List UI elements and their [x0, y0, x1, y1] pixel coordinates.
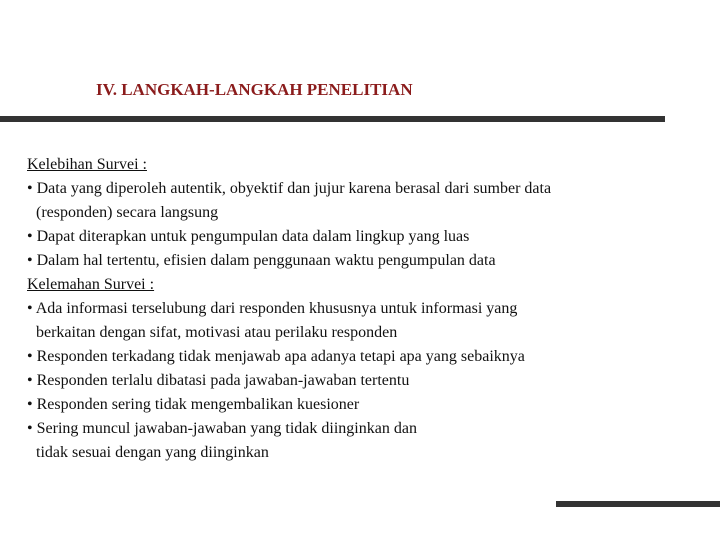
bullet-text: Responden sering tidak mengembalikan kuesioner [36, 396, 360, 413]
bullet-text: Sering muncul jawaban-jawaban yang tidak diinginkan dan tidak sesuai dengan yang diinginkan [36, 420, 417, 461]
bullet-item [27, 249, 697, 273]
slide-content [27, 153, 697, 465]
title-underline-rule [0, 116, 665, 122]
bullet-text: Responden terkadang tidak menjawab apa adanya tetapi apa yang sebaiknya [36, 348, 525, 365]
bullet-text: Dalam hal tertentu, efisien dalam penggunaan waktu pengumpulan data [36, 252, 496, 269]
bullet-item [27, 369, 697, 393]
bullet-text: Responden terlalu dibatasi pada jawaban-jawaban tertentu [36, 372, 410, 389]
bullet-item [27, 393, 697, 417]
bullet-text: Data yang diperoleh autentik, obyektif dan jujur karena berasal dari sumber data (responden) secara langsung [36, 180, 552, 221]
slide-title: IV. LANGKAH-LANGKAH PENELITIAN [96, 80, 413, 99]
bullet-marker: • [27, 228, 37, 245]
bullet-marker: • [27, 300, 36, 317]
bullet-item [27, 417, 697, 465]
bullet-marker: • [27, 420, 37, 437]
footer-accent-rule [556, 501, 720, 507]
bullet-marker: • [27, 348, 37, 365]
section-heading-kelebihan: Kelebihan Survei : [27, 156, 147, 173]
bullet-item [27, 297, 697, 345]
bullet-item [27, 177, 697, 225]
bullet-text: Dapat diterapkan untuk pengumpulan data dalam lingkup yang luas [36, 228, 470, 245]
section-heading-kelemahan: Kelemahan Survei : [27, 276, 155, 293]
bullet-marker: • [27, 252, 37, 269]
bullet-text: Ada informasi terselubung dari responden khususnya untuk informasi yang berkaitan dengan sifat, motivasi atau perilaku responden [35, 300, 518, 341]
bullet-item [27, 225, 697, 249]
bullet-marker: • [27, 372, 37, 389]
bullet-marker: • [27, 180, 37, 197]
bullet-item [27, 345, 697, 369]
bullet-marker: • [27, 396, 37, 413]
